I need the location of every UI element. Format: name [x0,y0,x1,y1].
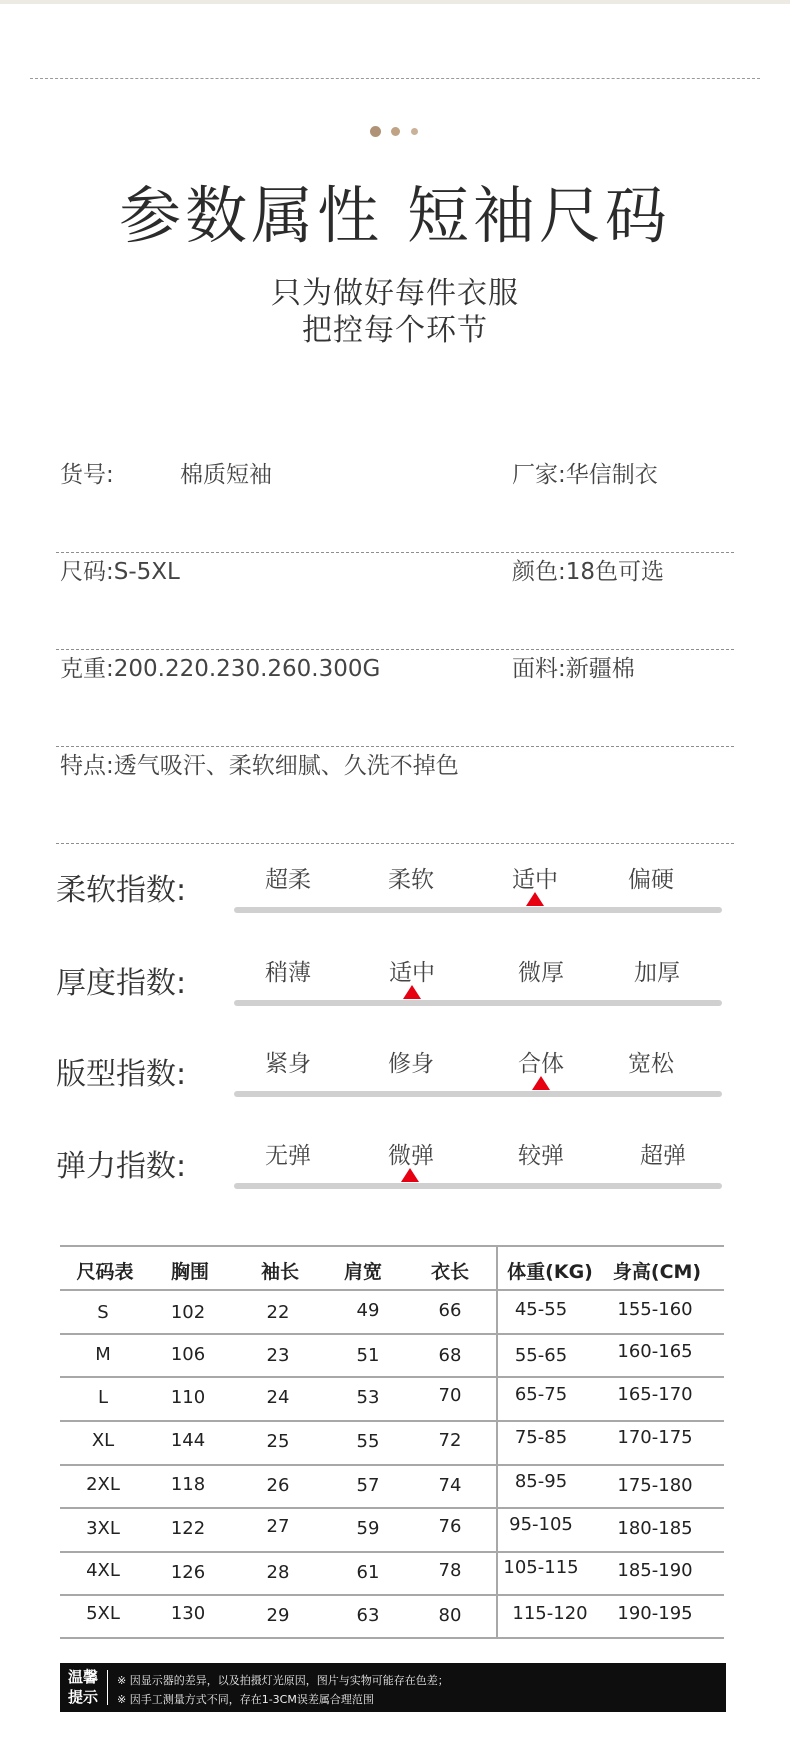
table-cell: 106 [170,1344,206,1365]
table-cell: 51 [356,1345,380,1366]
table-cell: 80 [438,1605,462,1626]
table-cell: 180-185 [617,1518,693,1539]
index-option: 超弹 [640,1143,686,1169]
index-label: 弹力指数: [56,1149,187,1184]
table-cell: 118 [170,1474,206,1495]
table-cell: 70 [438,1385,462,1406]
fabric-value: 面料:新疆棉 [512,656,635,682]
table-cell: 130 [170,1603,206,1624]
table-rule [60,1245,724,1247]
notice-separator [107,1670,108,1705]
table-cell: 49 [356,1300,380,1321]
table-cell: 102 [170,1302,206,1323]
index-bar [234,1183,722,1189]
dot-icon [411,128,418,135]
index-label: 柔软指数: [56,873,187,908]
index-row-softness [56,865,736,955]
table-cell: 185-190 [617,1560,693,1581]
index-label: 版型指数: [56,1057,187,1092]
index-option: 较弹 [518,1143,564,1169]
dot-icon [370,126,381,137]
index-bar [234,907,722,913]
table-cell: 122 [170,1518,206,1539]
table-cell: 28 [266,1562,290,1583]
maker-value: 厂家:华信制衣 [512,462,658,488]
weight-value: 克重:200.220.230.260.300G [60,656,381,682]
table-cell: 68 [438,1345,462,1366]
index-option: 无弹 [265,1143,311,1169]
index-row-elasticity [56,1141,736,1231]
table-cell: 29 [266,1605,290,1626]
table-header: 身高(CM) [612,1261,702,1283]
index-marker-icon [403,985,421,999]
top-strip [0,0,790,4]
table-rule [60,1637,724,1639]
table-cell: 85-95 [514,1471,568,1492]
table-cell: 3XL [86,1518,120,1539]
index-option: 偏硬 [628,867,674,893]
table-cell: 27 [266,1516,290,1537]
index-marker-icon [401,1168,419,1182]
page-subtitle-line1: 只为做好每件衣服 [271,276,519,311]
table-rule [60,1420,724,1422]
table-cell: 175-180 [617,1475,693,1496]
table-cell: 65-75 [514,1384,568,1405]
table-cell: 55 [356,1431,380,1452]
index-row-fit [56,1049,736,1139]
table-cell: 24 [266,1387,290,1408]
table-cell: 61 [356,1562,380,1583]
attr-row-features [56,747,734,844]
index-option: 合体 [518,1051,564,1077]
table-cell: 66 [438,1300,462,1321]
index-option: 微弹 [388,1143,434,1169]
decorative-dots [370,126,420,138]
index-option: 紧身 [265,1051,311,1077]
features-value: 特点:透气吸汗、柔软细腻、久洗不掉色 [60,753,459,779]
attr-row-weight [56,650,734,747]
table-rule [60,1507,724,1509]
index-bar [234,1000,722,1006]
table-cell: 63 [356,1605,380,1626]
table-cell: 95-105 [509,1514,573,1535]
index-marker-icon [532,1076,550,1090]
table-cell: 144 [170,1430,206,1451]
index-bar [234,1091,722,1097]
dot-icon [391,127,400,136]
table-cell: 53 [356,1387,380,1408]
table-cell: 59 [356,1518,380,1539]
table-cell: 126 [170,1562,206,1583]
table-header: 尺码表 [76,1261,134,1283]
table-cell: 45-55 [514,1299,568,1320]
table-cell: 165-170 [617,1384,693,1405]
table-rule [60,1594,724,1596]
table-header: 肩宽 [343,1261,383,1283]
table-header: 体重(KG) [507,1261,593,1283]
index-marker-icon [526,892,544,906]
table-cell: 105-115 [503,1557,579,1578]
table-cell: 115-120 [512,1603,588,1624]
table-cell: 5XL [86,1603,120,1624]
table-rule [60,1289,724,1291]
index-option: 宽松 [628,1051,674,1077]
table-cell: M [95,1344,111,1365]
index-label: 厚度指数: [56,966,187,1001]
table-cell: 55-65 [514,1345,568,1366]
table-cell: 2XL [86,1474,120,1495]
table-cell: 110 [170,1387,206,1408]
table-cell: 190-195 [617,1603,693,1624]
page-title: 参数属性 短袖尺码 [119,179,671,252]
notice-bar [60,1663,726,1712]
color-value: 颜色:18色可选 [512,559,665,585]
table-cell: 25 [266,1431,290,1452]
notice-title-line2: 提示 [68,1688,99,1706]
size-value: 尺码:S-5XL [60,559,180,585]
index-option: 柔软 [388,867,434,893]
table-cell: 72 [438,1430,462,1451]
table-cell: 22 [266,1302,290,1323]
table-cell: 78 [438,1560,462,1581]
notice-line2: ※ 因手工测量方式不同，存在1-3CM误差属合理范围 [117,1693,374,1706]
table-cell: S [97,1302,109,1323]
attr-row-size [56,553,734,650]
table-cell: 170-175 [617,1427,693,1448]
table-cell: 160-165 [617,1341,693,1362]
table-cell: XL [91,1430,115,1451]
item-no-value: 棉质短袖 [180,462,272,488]
index-option: 微厚 [518,960,564,986]
table-cell: 57 [356,1475,380,1496]
table-cell: 74 [438,1475,462,1496]
notice-line1: ※ 因显示器的差异，以及拍摄灯光原因，图片与实物可能存在色差； [117,1674,449,1687]
index-option: 加厚 [634,960,680,986]
page-subtitle-line2: 把控每个环节 [302,313,488,348]
attr-row-item [56,456,734,553]
index-option: 稍薄 [265,960,311,986]
index-option: 适中 [389,960,435,986]
index-option: 适中 [512,867,558,893]
table-header: 袖长 [260,1261,300,1283]
table-cell: 26 [266,1475,290,1496]
top-divider [30,78,760,79]
table-cell: 155-160 [617,1299,693,1320]
index-option: 超柔 [265,867,311,893]
table-divider [496,1245,498,1637]
table-header: 胸围 [170,1261,210,1283]
index-option: 修身 [388,1051,434,1077]
table-rule [60,1376,724,1378]
table-rule [60,1333,724,1335]
table-cell: 76 [438,1516,462,1537]
notice-title [68,1667,100,1707]
notice-title-line1: 温馨 [68,1668,99,1686]
table-cell: 23 [266,1345,290,1366]
table-cell: 4XL [86,1560,120,1581]
table-rule [60,1551,724,1553]
table-rule [60,1464,724,1466]
index-row-thickness [56,958,736,1048]
table-cell: L [97,1387,109,1408]
item-no-label: 货号: [60,462,114,488]
table-header: 衣长 [430,1261,470,1283]
table-cell: 75-85 [514,1427,568,1448]
